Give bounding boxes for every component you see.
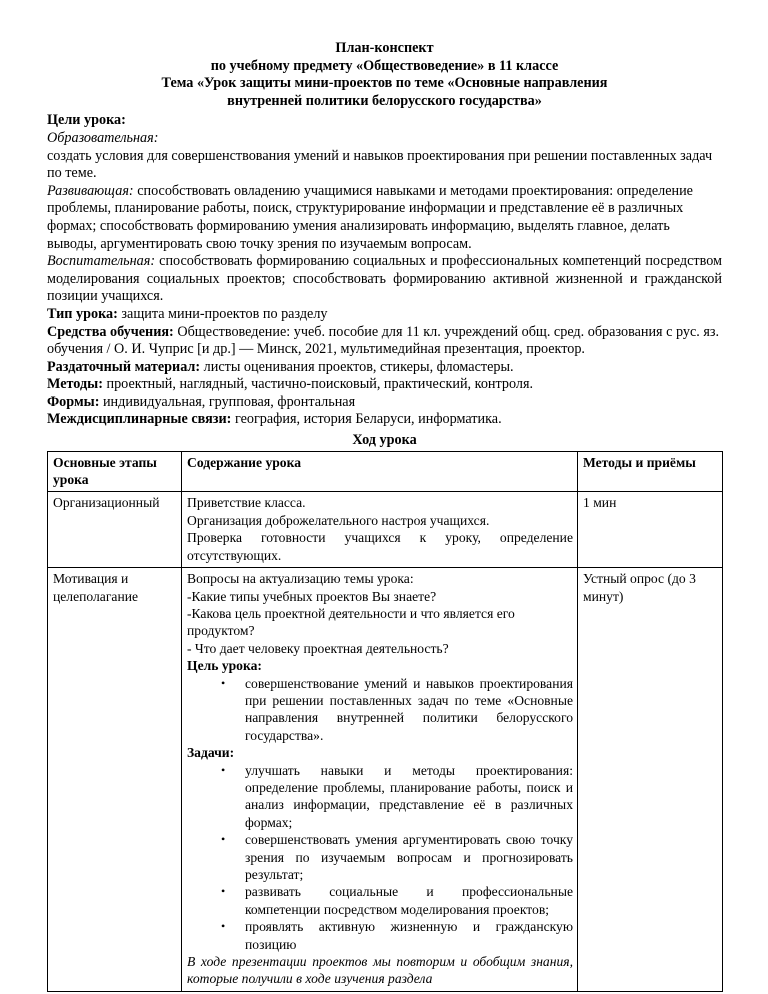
list-item: • совершенствовать умения аргументировать свою точку зрения по изучаемым вопросам и прогнозировать результат; bbox=[245, 831, 573, 883]
lesson-flow-table bbox=[47, 451, 723, 992]
meta-forms-value: индивидуальная, групповая, фронтальная bbox=[99, 393, 356, 410]
meta-interdisciplinary-value: география, история Беларуси, информатика. bbox=[231, 411, 502, 428]
table-header-stage: Основные этапы урока bbox=[48, 451, 182, 492]
goal-educational-label: Образовательная: bbox=[47, 129, 159, 146]
goal-developmental-text: способствовать овладению учащимися навыками и методами проектирования: определение проблемы, планирование работы, поиск, структурирование информации и представление её в различных формах; способствовать формированию умения анализировать информацию, выделять главное, делать выводы, аргументировать свою точку зрения по изучаемым вопросам. bbox=[47, 182, 693, 252]
table-header-methods: Методы и приёмы bbox=[578, 451, 723, 492]
goals-heading bbox=[47, 112, 722, 130]
row2-goal-bullet-list bbox=[187, 675, 573, 745]
row1-methods: 1 мин bbox=[578, 492, 723, 568]
row1-content-line-1: Приветствие класса. bbox=[187, 495, 306, 511]
list-item: • совершенствование умений и навыков проектирования при решении поставленных задач по теме «Основные направления внутренней политики белорусского государства». bbox=[245, 675, 573, 745]
meta-lesson-type bbox=[47, 306, 722, 324]
row2-content bbox=[182, 568, 578, 992]
row2-content-line-1: Вопросы на актуализацию темы урока: bbox=[187, 571, 414, 587]
meta-teaching-aids-label: Средства обучения: bbox=[47, 323, 174, 340]
row2-task-bullet-list bbox=[187, 762, 573, 953]
meta-teaching-aids bbox=[47, 324, 722, 359]
meta-handouts-label: Раздаточный материал: bbox=[47, 358, 201, 375]
row2-tasks-label: Задачи: bbox=[187, 745, 235, 761]
list-item: • проявлять активную жизненную и гражданскую позицию bbox=[245, 918, 573, 953]
title-line-4: внутренней политики белорусского государства» bbox=[227, 92, 542, 109]
meta-lesson-type-label: Тип урока: bbox=[47, 305, 118, 322]
row2-methods: Устный опрос (до 3 минут) bbox=[578, 568, 723, 992]
goal-developmental bbox=[47, 183, 722, 253]
title-line-1: План-конспект bbox=[335, 40, 434, 56]
list-item: • развивать социальные и профессиональные компетенции посредством моделирования проектов; bbox=[245, 883, 573, 918]
meta-forms-label: Формы: bbox=[47, 393, 100, 410]
meta-methods-label: Методы: bbox=[47, 376, 103, 393]
table-row bbox=[48, 492, 723, 568]
meta-handouts-value: листы оценивания проектов, стикеры, фломастеры. bbox=[200, 358, 514, 375]
goal-upbringing-text: способствовать формированию социальных и профессиональных компетенций посредством моделирования социальных проектов; способствовать формированию активной жизненной и гражданской позиции учащихся. bbox=[47, 253, 722, 305]
row1-content-line-2: Организация доброжелательного настроя учащихся. bbox=[187, 512, 490, 528]
table-header-content: Содержание урока bbox=[182, 451, 578, 492]
row2-content-line-3: -Какова цель проектной деятельности и что является его продуктом? bbox=[187, 605, 515, 639]
row2-goal-label: Цель урока: bbox=[187, 658, 262, 674]
row1-content bbox=[182, 492, 578, 568]
goal-developmental-label: Развивающая: bbox=[47, 182, 134, 199]
meta-handouts bbox=[47, 359, 722, 377]
meta-methods bbox=[47, 376, 722, 394]
goal-educational-label-line bbox=[47, 130, 722, 148]
meta-teaching-aids-value: Обществоведение: учеб. пособие для 11 кл. учреждений общ. сред. образования с рус. яз. обучения / О. И. Чуприс [и др.] — Минск, 2021, мультимедийная презентация, проектор. bbox=[47, 323, 720, 358]
row2-stage: Мотивация и целеполагание bbox=[48, 568, 182, 992]
meta-forms bbox=[47, 394, 722, 412]
row1-stage: Организационный bbox=[48, 492, 182, 568]
goals-heading-label: Цели урока: bbox=[47, 112, 126, 129]
table-header-row bbox=[48, 451, 723, 492]
row2-content-line-2: -Какие типы учебных проектов Вы знаете? bbox=[187, 588, 437, 604]
row2-closing-italic: В ходе презентации проектов мы повторим и обобщим знания, которые получили в ходе изучения раздела bbox=[187, 954, 573, 987]
document-title bbox=[47, 40, 722, 110]
goal-upbringing bbox=[47, 253, 722, 306]
meta-interdisciplinary bbox=[47, 411, 722, 429]
list-item: • улучшать навыки и методы проектирования: определение проблемы, планирование работы, поиск и анализ информации, представление её в различных формах; bbox=[245, 762, 573, 832]
meta-methods-value: проектный, наглядный, частично-поисковый, практический, контроля. bbox=[102, 376, 534, 393]
lesson-flow-heading: Ход урока bbox=[352, 432, 417, 449]
title-line-2: по учебному предмету «Обществоведение» в 11 классе bbox=[210, 57, 559, 74]
goal-educational-text: создать условия для совершенствования умений и навыков проектирования при решении поставленных задач по теме. bbox=[47, 147, 713, 182]
meta-lesson-type-value: защита мини-проектов по разделу bbox=[117, 305, 328, 322]
row2-content-line-4: - Что дает человеку проектная деятельность? bbox=[187, 640, 449, 656]
meta-interdisciplinary-label: Междисциплинарные связи: bbox=[47, 411, 232, 428]
goal-upbringing-label: Воспитательная: bbox=[47, 253, 156, 270]
title-line-3: Тема «Урок защиты мини-проектов по теме «Основные направления bbox=[161, 75, 608, 92]
table-row bbox=[48, 568, 723, 992]
row1-content-line-3: Проверка готовности учащихся к уроку, определение отсутствующих. bbox=[187, 530, 573, 563]
